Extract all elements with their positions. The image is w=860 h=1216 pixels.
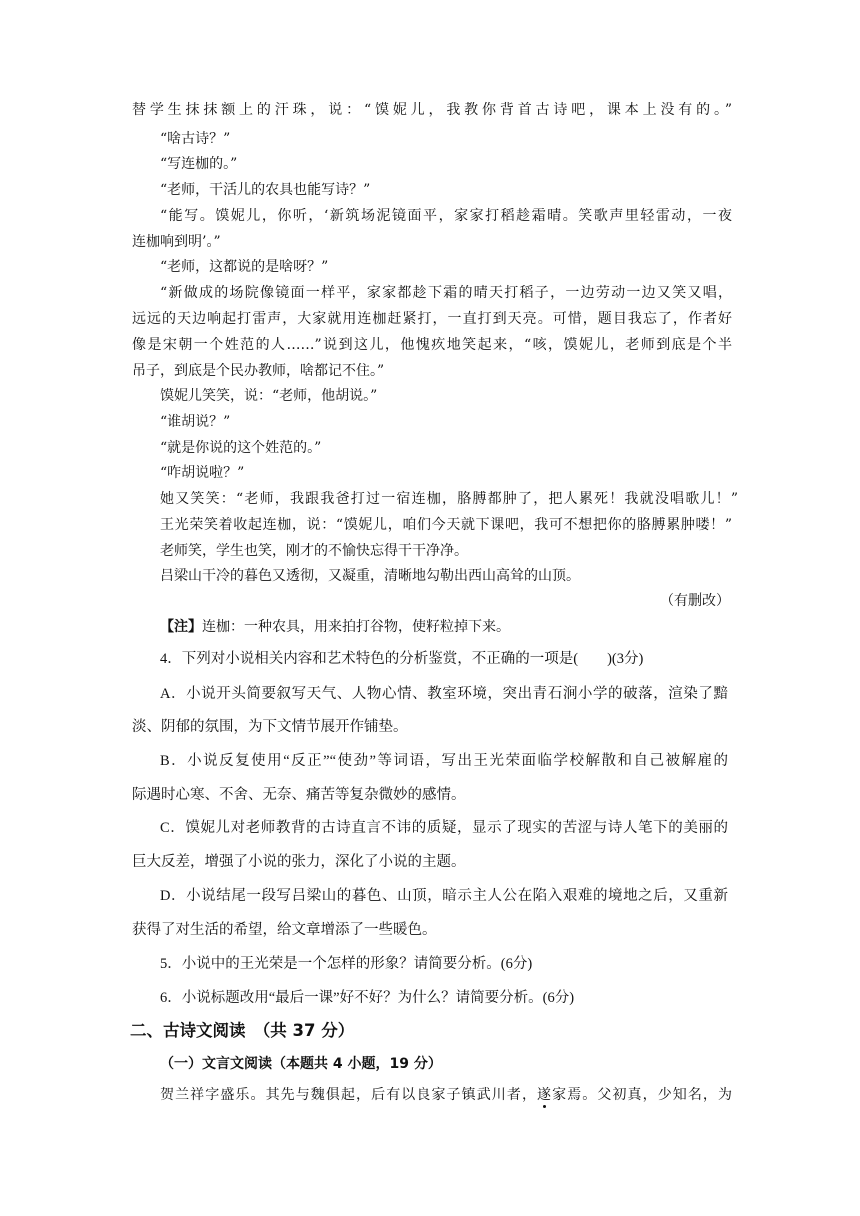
story-paragraph: 馍妮儿笑笑，说：“老师，他胡说。” (160, 388, 378, 404)
story-paragraph: 连枷响到明’。” (132, 234, 221, 250)
classical-passage (160, 1085, 732, 1105)
question-6: 6．小说标题改用“最后一课”好不好？为什么？请简要分析。(6分) (160, 990, 575, 1006)
annotation-text: 连枷：一种农具，用来拍打谷物，使籽粒掉下来。 (202, 619, 510, 635)
story-paragraph: 像是宋朝一个姓范的人……”说到这儿，他愧疚地笑起来，“咳，馍妮儿，老师到底是个半 (132, 337, 732, 353)
option-d-line-1: D．小说结尾一段写吕梁山的暮色、山顶，暗示主人公在陷入艰难的境地之后，又重新 (160, 888, 728, 904)
story-paragraph: 老师笑，学生也笑，刚才的不愉快忘得干干净净。 (160, 543, 468, 559)
annotation (160, 617, 760, 637)
option-b-line-1: B．小说反复使用“反正”“使劲”等词语，写出王光荣面临学校解散和自己被解雇的 (160, 753, 728, 769)
source-note: （有删改） (660, 593, 730, 609)
option-d-line-2: 获得了对生活的希望，给文章增添了一些暖色。 (132, 922, 437, 938)
story-paragraph: 王光荣笑着收起连枷，说：“馍妮儿，咱们今天就下课吧，我可不想把你的胳膊累肿喽！” (160, 517, 732, 533)
option-c-line-1: C．馍妮儿对老师教背的古诗直言不讳的质疑，显示了现实的苦涩与诗人笔下的美丽的 (160, 820, 728, 836)
passage-text: 贺兰祥字盛乐。其先与魏俱起，后有以良家子镇武川者， (160, 1087, 538, 1103)
option-b-line-2: 际遇时心寒、不舍、无奈、痛苦等复杂微妙的感情。 (132, 787, 466, 803)
question-4: 4．下列对小说相关内容和艺术特色的分析鉴赏，不正确的一项是( )(3分) (160, 651, 644, 667)
story-paragraph: “老师，这都说的是啥呀？” (160, 259, 329, 275)
question-5: 5．小说中的王光荣是一个怎样的形象？请简要分析。(6分) (160, 956, 533, 972)
option-a-line-1: A．小说开头简要叙写天气、人物心情、教室环境，突出青石涧小学的破落，渲染了黯 (160, 686, 728, 702)
story-paragraph: “谁胡说？” (160, 414, 231, 430)
story-paragraph: “新做成的场院像镜面一样平，家家都趁下霜的晴天打稻子，一边劳动一边又笑又唱， (160, 285, 732, 301)
option-a-line-2: 淡、阴郁的氛围，为下文情节展开作铺垫。 (132, 719, 408, 735)
annotation-tag: 【注】 (160, 619, 202, 635)
subsection-heading: （一）文言文阅读（本题共 4 小题，19 分） (160, 1056, 442, 1072)
story-paragraph: “咋胡说啦？” (160, 465, 245, 481)
story-paragraph: 她又笑笑：“老师，我跟我爸打过一宿连枷，胳膊都肿了，把人累死！我就没唱歌儿！” (160, 491, 738, 507)
story-paragraph: “写连枷的。” (160, 156, 238, 172)
option-c-line-2: 巨大反差，增强了小说的张力，深化了小说的主题。 (132, 854, 466, 870)
passage-text: 家焉。父初真，少知名，为 (552, 1087, 733, 1103)
story-paragraph: 吕梁山干冷的暮色又透彻，又凝重，清晰地勾勒出西山高耸的山顶。 (160, 568, 580, 584)
story-paragraph: 远远的天边响起打雷声，大家就用连枷赶紧打，一直打到天亮。可惜，题目我忘了，作者好 (132, 311, 732, 327)
story-paragraph: 替学生抹抹额上的汗珠，说：“馍妮儿，我教你背首古诗吧，课本上没有的。” (132, 102, 732, 118)
story-paragraph: “老师，干活儿的农具也能写诗？” (160, 182, 371, 198)
story-paragraph: 吊子，到底是个民办教师，啥都记不住。” (132, 363, 385, 379)
story-paragraph: “啥古诗？” (160, 131, 231, 147)
emphasis-dotted-char: 遂 (537, 1087, 553, 1103)
story-paragraph: “就是你说的这个姓范的。” (160, 440, 322, 456)
story-paragraph: “能写。馍妮儿，你听，‘新筑场泥镜面平，家家打稻趁霜晴。笑歌声里轻雷动，一夜 (160, 208, 732, 224)
section-heading: 二、古诗文阅读 （共 37 分） (130, 1021, 355, 1040)
